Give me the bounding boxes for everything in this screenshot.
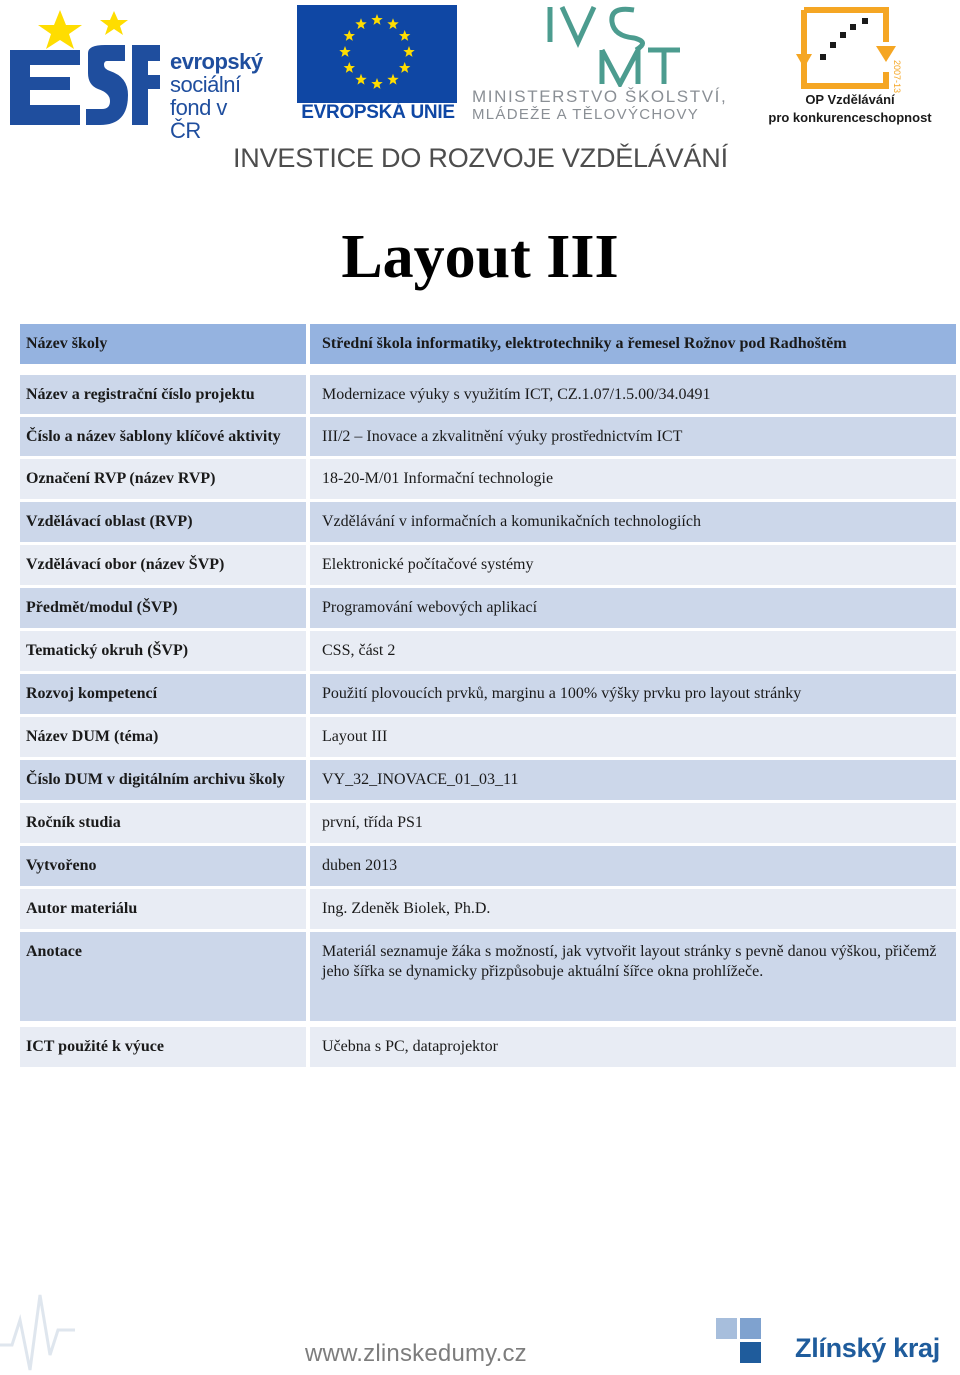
esf-line-1: evropský (170, 49, 263, 74)
metadata-table (20, 324, 956, 1070)
document-title: Layout III (341, 223, 619, 291)
row-value: Layout III (310, 717, 956, 757)
footer-url: www.zlinskedumy.cz (305, 1340, 527, 1367)
row-value: Učebna s PC, dataprojektor (310, 1027, 956, 1067)
eu-star-icon (355, 74, 366, 85)
table-row (20, 459, 956, 499)
row-label: ICT použité k výuce (20, 1027, 306, 1067)
table-row (20, 324, 956, 364)
msmt-line-1: MINISTERSTVO ŠKOLSTVÍ, (472, 87, 728, 106)
heartbeat-wave-icon (0, 1285, 75, 1375)
row-label: Rozvoj kompetencí (20, 674, 306, 714)
row-value: Střední škola informatiky, elektrotechniky a řemesel Rožnov pod Radhoštěm (310, 324, 956, 364)
row-value: Elektronické počítačové systémy (310, 545, 956, 585)
row-label: Vzdělávací oblast (RVP) (20, 502, 306, 542)
header-slogan: INVESTICE DO ROZVOJE VZDĚLÁVÁNÍ (233, 143, 728, 173)
op-text (755, 91, 945, 127)
row-value: Použití plovoucích prvků, marginu a 100% výšky prvku pro layout stránky (310, 674, 956, 714)
eu-star-icon (371, 14, 382, 25)
row-value: III/2 – Inovace a zkvalitnění výuky prostřednictvím ICT (310, 417, 956, 456)
eu-star-icon (399, 62, 410, 73)
table-row (20, 717, 956, 757)
footer-region: Zlínský kraj (795, 1333, 940, 1363)
table-row (20, 631, 956, 671)
zlinsky-kraj-logo-icon (716, 1318, 766, 1368)
row-value: Ing. Zdeněk Biolek, Ph.D. (310, 889, 956, 929)
eu-star-icon (387, 18, 398, 29)
table-row (20, 375, 956, 414)
row-label: Označení RVP (název RVP) (20, 459, 306, 499)
row-value: Modernizace výuky s využitím ICT, CZ.1.07/1.5.00/34.0491 (310, 375, 956, 414)
table-row (20, 760, 956, 800)
eu-star-icon (403, 46, 414, 57)
row-label: Ročník studia (20, 803, 306, 843)
row-value: Programování webových aplikací (310, 588, 956, 628)
esf-line-3: fond v ČR (170, 95, 227, 143)
eu-star-icon (344, 62, 355, 73)
op-logo-icon (790, 2, 910, 94)
table-row (20, 803, 956, 843)
row-value: Materiál seznamuje žáka s možností, jak vytvořit layout stránky s pevně danou výškou, přičemž jeho šířka se dynamicky přizpůsobuje aktuální šířce okna prohlížeče. (310, 932, 956, 1021)
row-value: CSS, část 2 (310, 631, 956, 671)
table-row (20, 1027, 956, 1067)
row-label: Číslo a název šablony klíčové aktivity (20, 417, 306, 456)
msmt-line-2: MLÁDEŽE A TĚLOVÝCHOVY (472, 106, 700, 123)
eu-star-icon (355, 18, 366, 29)
table-row (20, 846, 956, 886)
table-row (20, 502, 956, 542)
row-label: Vzdělávací obor (název ŠVP) (20, 545, 306, 585)
eu-flag-icon (297, 5, 457, 103)
eu-star-icon (339, 46, 350, 57)
row-label: Číslo DUM v digitálním archivu školy (20, 760, 306, 800)
table-row (20, 674, 956, 714)
op-line-1: OP Vzdělávání (805, 92, 895, 107)
table-row (20, 932, 956, 1021)
msmt-text (472, 88, 752, 124)
eu-star-icon (371, 78, 382, 89)
row-value: 18-20-M/01 Informační technologie (310, 459, 956, 499)
table-row (20, 588, 956, 628)
row-label: Tematický okruh (ŠVP) (20, 631, 306, 671)
table-row (20, 417, 956, 456)
esf-mark-icon (10, 5, 160, 125)
row-label: Anotace (20, 932, 306, 1021)
eu-star-icon (344, 30, 355, 41)
msmt-logo-icon (540, 2, 690, 87)
eu-star-icon (399, 30, 410, 41)
row-label: Název školy (20, 324, 306, 364)
op-years: 2007-13 (892, 60, 902, 94)
esf-line-2: sociální (170, 72, 241, 97)
row-label: Název a registrační číslo projektu (20, 375, 306, 414)
table-row (20, 889, 956, 929)
op-line-2: pro konkurenceschopnost (768, 110, 932, 125)
row-value: Vzdělávání v informačních a komunikačních technologiích (310, 502, 956, 542)
row-label: Předmět/modul (ŠVP) (20, 588, 306, 628)
eu-star-icon (387, 74, 398, 85)
table-row (20, 545, 956, 585)
row-value: první, třída PS1 (310, 803, 956, 843)
row-label: Název DUM (téma) (20, 717, 306, 757)
row-value: VY_32_INOVACE_01_03_11 (310, 760, 956, 800)
row-label: Vytvořeno (20, 846, 306, 886)
eu-label: EVROPSKÁ UNIE (301, 102, 455, 123)
row-label: Autor materiálu (20, 889, 306, 929)
row-value: duben 2013 (310, 846, 956, 886)
